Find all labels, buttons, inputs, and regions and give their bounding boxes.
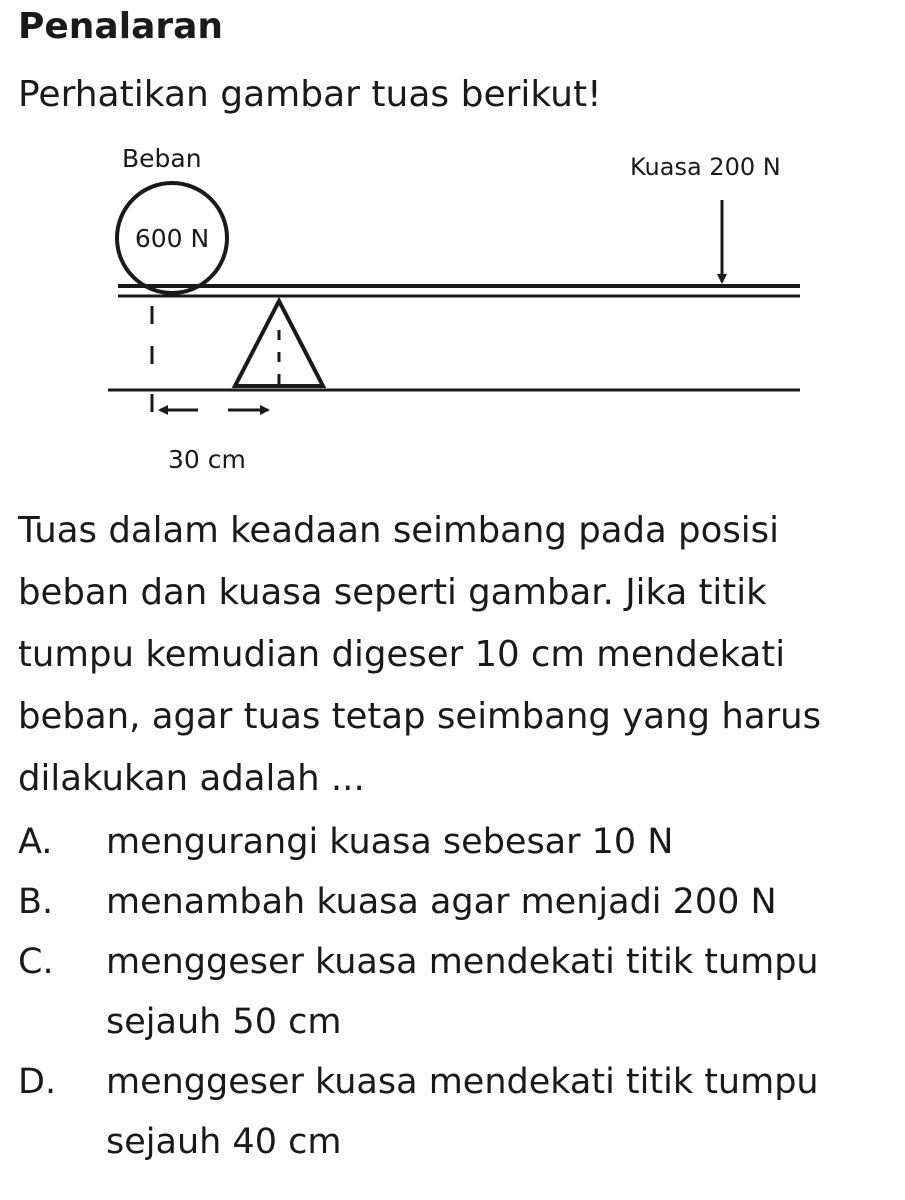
- option-d[interactable]: [18, 1052, 888, 1172]
- question-text: Tuas dalam keadaan seimbang pada posisi beban dan kuasa seperti gambar. Jika titik tumpu kemudian digeser 10 cm mendekati beban, agar tuas tetap seimbang yang harus dilakukan adalah ...: [18, 510, 822, 799]
- option-letter: B.: [18, 882, 54, 922]
- effort-label: Kuasa 200 N: [630, 153, 781, 181]
- distance-label: 30 cm: [168, 445, 246, 474]
- answer-options: [18, 812, 888, 1172]
- option-text: menambah kuasa agar menjadi 200 N: [106, 882, 777, 922]
- lever-diagram: [0, 130, 905, 490]
- option-letter: C.: [18, 942, 54, 982]
- lever-figure: [0, 130, 905, 490]
- load-value: 600 N: [134, 224, 210, 253]
- option-c[interactable]: [18, 932, 888, 1052]
- option-letter: A.: [18, 822, 53, 862]
- instruction-text: Perhatikan gambar tuas berikut!: [18, 74, 602, 115]
- option-letter: D.: [18, 1062, 57, 1102]
- option-a[interactable]: [18, 812, 888, 872]
- section-title: Penalaran: [18, 6, 224, 47]
- option-b[interactable]: [18, 872, 888, 932]
- option-text: menggeser kuasa mendekati titik tumpu sejauh 50 cm: [106, 942, 819, 1042]
- option-text: menggeser kuasa mendekati titik tumpu sejauh 40 cm: [106, 1062, 819, 1162]
- option-text: mengurangi kuasa sebesar 10 N: [106, 822, 674, 862]
- load-label: Beban: [122, 144, 202, 173]
- fulcrum-triangle: [235, 301, 323, 386]
